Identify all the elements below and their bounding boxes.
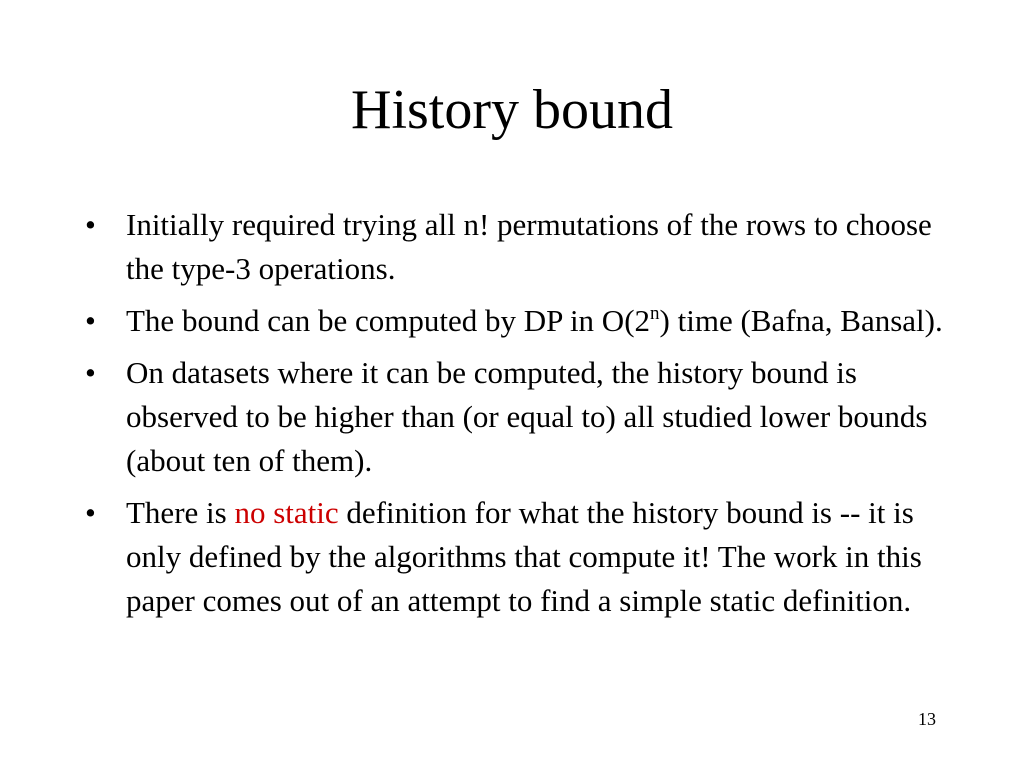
bullet-icon: • xyxy=(85,495,96,530)
bullet-text: Initially required trying all n! permutations of the rows to choose the type-3 operations. xyxy=(126,207,932,286)
bullet-item-no-static xyxy=(85,491,965,623)
highlighted-phrase: no static xyxy=(234,495,339,530)
bullet-item-datasets xyxy=(85,351,965,483)
bullet-icon: • xyxy=(85,303,96,338)
bullet-text: On datasets where it can be computed, the history bound is observed to be higher than (or equal to) all studied lower bounds (about ten of them). xyxy=(126,355,928,478)
bullet-text-before: There is xyxy=(126,495,235,530)
bullet-text-after: ) time (Bafna, Bansal). xyxy=(659,303,943,338)
bullet-icon: • xyxy=(85,207,96,242)
bullet-item-permutations xyxy=(85,203,965,291)
bullet-text-before: The bound can be computed by DP in O(2 xyxy=(126,303,651,338)
bullet-list xyxy=(85,203,965,631)
bullet-text-after: definition for what the history bound is -- it is only defined by the algorithms that compute it! The work in this paper comes out of an attempt to find a simple static definition. xyxy=(126,495,922,618)
slide-title: History bound xyxy=(351,79,673,141)
exponent-n: n xyxy=(650,303,660,324)
bullet-item-dp-bound xyxy=(85,299,965,343)
bullet-icon: • xyxy=(85,355,96,390)
slide-number: 13 xyxy=(918,709,936,729)
